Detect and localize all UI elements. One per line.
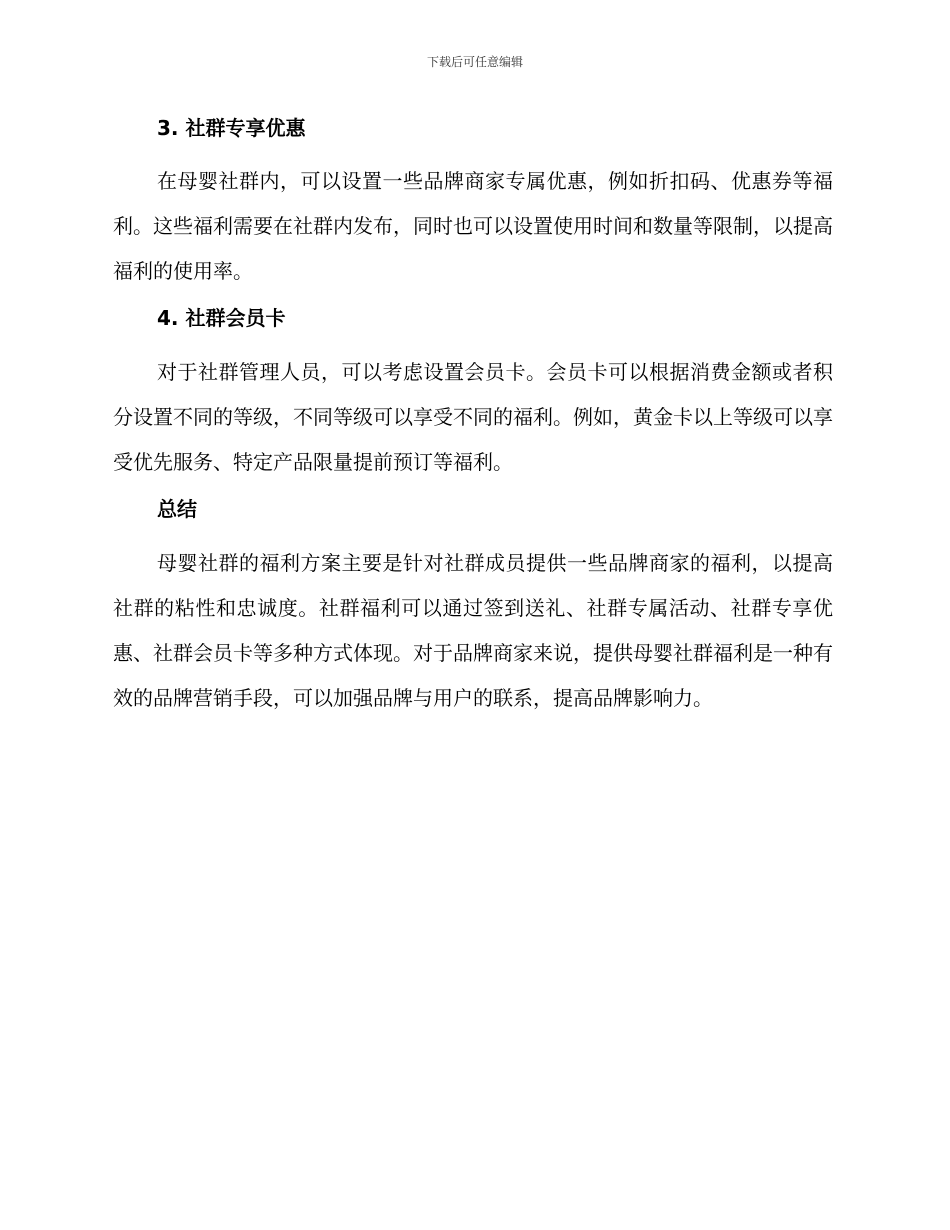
section-heading-summary: 总结	[157, 497, 197, 521]
document-body	[113, 110, 833, 721]
section-paragraph-coupons: 在母婴社群内，可以设置一些品牌商家专属优惠，例如折扣码、优惠券等福利。这些福利需要在社群内发布，同时也可以设置使用时间和数量等限制，以提高福利的使用率。	[113, 169, 833, 283]
page-header: 下载后可任意编辑	[426, 55, 523, 69]
section-paragraph-membership-card: 对于社群管理人员，可以考虑设置会员卡。会员卡可以根据消费金额或者积分设置不同的等级，不同等级可以享受不同的福利。例如，黄金卡以上等级可以享受优先服务、特定产品限量提前预订等福利。	[113, 360, 833, 474]
section-heading-membership-card: 4. 社群会员卡	[157, 306, 286, 330]
section-paragraph-summary: 母婴社群的福利方案主要是针对社群成员提供一些品牌商家的福利，以提高社群的粘性和忠诚度。社群福利可以通过签到送礼、社群专属活动、社群专享优惠、社群会员卡等多种方式体现。对于品牌商家来说，提供母婴社群福利是一种有效的品牌营销手段，可以加强品牌与用户的联系，提高品牌影响力。	[113, 551, 833, 710]
section-heading-coupons: 3. 社群专享优惠	[157, 116, 306, 140]
